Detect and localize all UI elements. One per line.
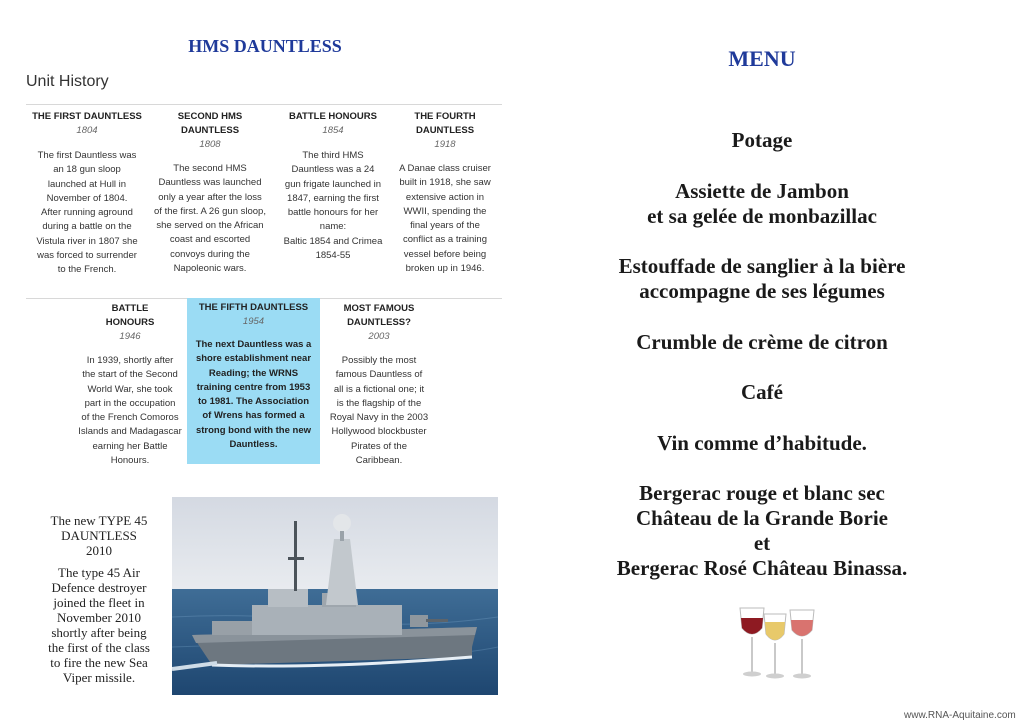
- body-line: vessel before being: [403, 248, 487, 260]
- body-line: to the French.: [57, 264, 117, 276]
- type45-body-line: The type 45 Air: [58, 565, 140, 580]
- column-year: 1804: [76, 125, 98, 136]
- body-line: was forced to surrender: [37, 250, 137, 262]
- body-line: Dauntless.: [229, 439, 278, 451]
- watermark: www.RNA-Aquitaine.com: [904, 710, 1016, 721]
- body-line: Hollywood blockbuster: [331, 426, 427, 438]
- menu-item-vin: [560, 431, 964, 456]
- divider: [26, 104, 502, 105]
- body-line: of the first. A 26 gun sloop,: [154, 205, 266, 217]
- body-line: Dauntless was launched: [158, 177, 262, 189]
- column-heading: SECOND HMS DAUNTLESS: [177, 111, 243, 136]
- column-year: 1946: [119, 331, 141, 342]
- body-line: the start of the Second: [82, 369, 178, 381]
- menu-line: Bergerac Rosé Château Binassa.: [616, 556, 908, 580]
- body-line: extensive action in: [405, 191, 485, 203]
- type45-caption: [40, 513, 158, 685]
- type45-title-line: DAUNTLESS: [61, 528, 137, 543]
- body-line: World War, she took: [87, 383, 173, 395]
- history-column-1808: [149, 110, 271, 276]
- body-line: broken up in 1946.: [405, 263, 485, 275]
- body-line: all is a fictional one; it: [333, 383, 425, 395]
- menu-list: [560, 128, 964, 581]
- menu-line: accompagne de ses légumes: [639, 279, 885, 303]
- body-line: name:: [319, 221, 347, 233]
- body-line: of Wrens has formed a: [202, 410, 305, 422]
- column-heading: BATTLE HONOURS: [105, 303, 155, 328]
- menu-line: et: [753, 531, 771, 555]
- destroyer-photo: [172, 497, 498, 695]
- type45-body-line: Viper missile.: [62, 670, 136, 685]
- history-column-1946: [72, 302, 188, 468]
- menu-line: et sa gelée de monbazillac: [647, 203, 877, 228]
- body-line: Reading; the WRNS: [208, 367, 299, 379]
- type45-body-line: to fire the new Sea: [50, 655, 148, 670]
- body-line: A Danae class cruiser: [399, 163, 491, 174]
- body-line: Vistula river in 1807 she: [36, 235, 138, 247]
- body-line: Dauntless was a 24: [291, 164, 375, 176]
- body-line: Honours.: [110, 455, 150, 467]
- menu-line: Potage: [731, 128, 793, 152]
- column-heading: THE FIRST DAUNTLESS: [32, 111, 142, 122]
- body-line: conflict as a training: [403, 234, 487, 246]
- menu-line: Château de la Grande Borie: [636, 506, 888, 530]
- body-line: launched at Hull in: [47, 178, 127, 190]
- history-column-1918: [392, 110, 498, 276]
- body-line: The second HMS: [173, 163, 247, 174]
- column-year: 1918: [434, 139, 456, 150]
- body-line: The third HMS: [302, 150, 364, 161]
- left-page-title: HMS DAUNTLESS: [188, 36, 342, 56]
- menu-item-cafe: [560, 380, 964, 405]
- type45-title-line: 2010: [86, 543, 112, 558]
- body-line: final years of the: [410, 220, 480, 232]
- body-line: Possibly the most: [341, 355, 417, 366]
- type45-title-line: The new TYPE 45: [50, 513, 148, 528]
- body-line: famous Dauntless of: [335, 369, 423, 381]
- column-heading: THE FIFTH DAUNTLESS: [198, 302, 309, 313]
- body-line: earning her Battle: [92, 440, 168, 452]
- column-year: 1808: [199, 139, 221, 150]
- history-column-1854: [276, 110, 390, 263]
- body-line: only a year after the loss: [158, 191, 262, 203]
- history-column-1954-highlighted: [187, 298, 320, 464]
- body-line: shore establishment near: [195, 353, 312, 365]
- body-line: part in the occupation: [84, 397, 176, 409]
- column-heading: MOST FAMOUS DAUNTLESS?: [343, 303, 415, 328]
- column-year: 2003: [368, 331, 390, 342]
- column-year: 1854: [322, 125, 344, 136]
- body-line: The first Dauntless was: [37, 150, 137, 161]
- body-line: WWII, spending the: [403, 205, 487, 217]
- menu-line: Vin comme d’habitude.: [657, 430, 867, 455]
- menu-line: Café: [741, 380, 783, 404]
- body-line: an 18 gun sloop: [53, 164, 121, 176]
- menu-line: Estouffade de sanglier à la bière: [618, 254, 906, 278]
- body-line: Royal Navy in the 2003: [329, 412, 429, 424]
- history-column-2003: [322, 302, 436, 468]
- body-line: Baltic 1854 and Crimea: [283, 235, 383, 247]
- menu-item-bergerac: [560, 481, 964, 581]
- body-line: coast and escorted: [169, 234, 251, 246]
- type45-body-line: Defence destroyer: [51, 580, 147, 595]
- menu-item-estouffade: [560, 254, 964, 304]
- column-year: 1954: [242, 316, 265, 327]
- body-line: she served on the African: [156, 220, 264, 232]
- body-line: 1854-55: [315, 250, 351, 262]
- body-line: strong bond with the new: [195, 424, 312, 436]
- body-line: gun frigate launched in: [284, 178, 382, 190]
- menu-title: MENU: [728, 46, 796, 71]
- menu-item-crumble: [560, 330, 964, 355]
- body-line: After running aground: [41, 207, 133, 219]
- body-line: battle honours for her: [287, 207, 379, 219]
- body-line: during a battle on the: [42, 221, 132, 233]
- menu-item-potage: [560, 128, 964, 153]
- body-line: The next Dauntless was a: [195, 339, 312, 350]
- body-line: Islands and Madagascar: [78, 426, 182, 438]
- type45-body-line: the first of the class: [48, 640, 150, 655]
- body-line: of the French Comoros: [81, 412, 179, 424]
- column-heading: BATTLE HONOURS: [289, 111, 377, 122]
- body-line: is the flagship of the: [336, 397, 422, 409]
- body-line: built in 1918, she saw: [399, 177, 491, 189]
- menu-item-jambon: [560, 179, 964, 229]
- wine-glasses-icon: [734, 604, 820, 684]
- type45-body-line: joined the fleet in: [53, 595, 145, 610]
- history-column-1804: [30, 110, 144, 278]
- body-line: Pirates of the: [351, 440, 407, 452]
- type45-body-line: November 2010: [56, 610, 142, 625]
- body-line: November of 1804.: [46, 192, 128, 204]
- body-line: convoys during the: [170, 248, 250, 260]
- menu-line: Crumble de crème de citron: [636, 329, 888, 354]
- body-line: Caribbean.: [355, 455, 403, 467]
- body-line: training centre from 1953: [196, 381, 311, 393]
- body-line: to 1981. The Association: [197, 396, 310, 408]
- body-line: 1847, earning the first: [287, 192, 379, 204]
- column-heading: THE FOURTH DAUNTLESS: [414, 111, 476, 136]
- body-line: Napoleonic wars.: [173, 263, 247, 275]
- body-line: In 1939, shortly after: [86, 355, 174, 366]
- unit-history-heading: Unit History: [26, 73, 109, 90]
- type45-body-line: shortly after being: [51, 625, 147, 640]
- menu-line: Bergerac rouge et blanc sec: [639, 481, 885, 505]
- menu-line: Assiette de Jambon: [675, 178, 849, 203]
